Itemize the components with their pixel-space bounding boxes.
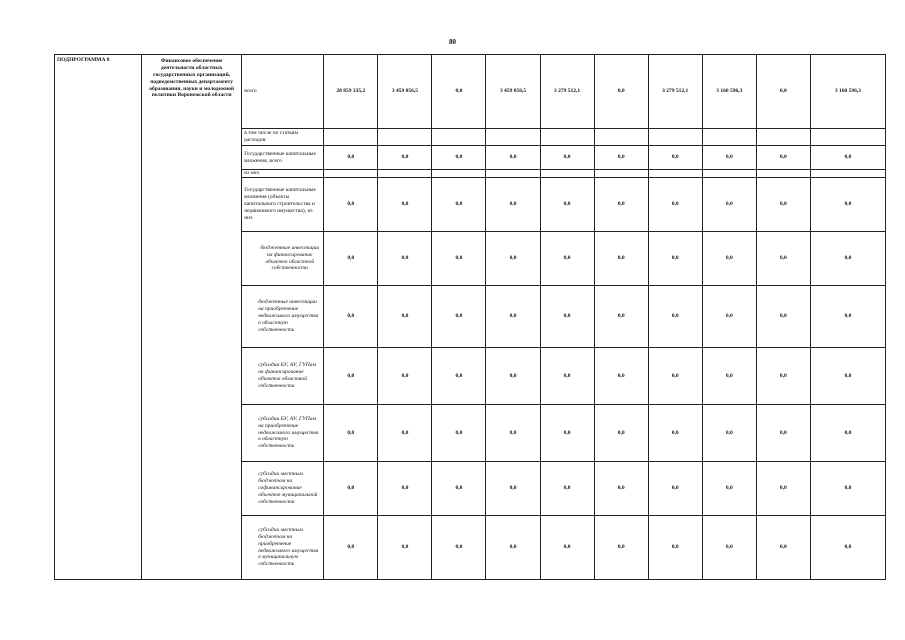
value-cell: 0,0 [756,516,810,580]
value-cell: 0,0 [648,516,702,580]
value-cell: 3 279 512,1 [540,55,594,129]
value-cell: 0,0 [486,516,540,580]
value-cell: 0,0 [540,405,594,462]
value-cell [540,129,594,146]
value-cell [756,170,810,178]
value-cell: 0,0 [486,146,540,170]
row-label: субсидии БУ, АУ, ГУПам на приобретение недвижимого имущества в областную собственность [242,405,324,462]
value-cell: 0,0 [378,516,432,580]
value-cell [648,170,702,178]
value-cell: 0,0 [594,178,648,232]
value-cell: 0,0 [324,178,378,232]
row-label: Государственные капитальные вложения (объекты капитального строительства и недвижимого имущества), из них [242,178,324,232]
row-label: из них [242,170,324,178]
value-cell: 0,0 [756,348,810,405]
value-cell: 0,0 [810,286,885,348]
value-cell: 0,0 [810,232,885,286]
row-label: субсидии местным бюджетам на софинансирование объектов муниципальной собственности [242,462,324,516]
value-cell: 0,0 [486,405,540,462]
value-cell: 0,0 [378,178,432,232]
value-cell [756,129,810,146]
value-cell: 0,0 [432,405,486,462]
value-cell: 0,0 [810,516,885,580]
value-cell [378,170,432,178]
value-cell [648,129,702,146]
budget-table [54,54,886,580]
row-label: бюджетные инвестиции на финансирование объектов областной собственности [242,232,324,286]
value-cell: 0,0 [432,55,486,129]
value-cell [810,129,885,146]
value-cell: 0,0 [810,178,885,232]
value-cell: 0,0 [540,348,594,405]
value-cell [432,170,486,178]
value-cell: 0,0 [378,405,432,462]
value-cell: 0,0 [756,405,810,462]
page-number: 80 [449,38,456,46]
value-cell: 0,0 [810,462,885,516]
value-cell: 0,0 [540,146,594,170]
value-cell: 0,0 [756,462,810,516]
value-cell [486,129,540,146]
value-cell: 0,0 [486,348,540,405]
table-row [55,55,886,129]
value-cell [594,170,648,178]
value-cell: 0,0 [378,462,432,516]
value-cell: 0,0 [702,405,756,462]
value-cell: 0,0 [432,516,486,580]
value-cell: 0,0 [486,178,540,232]
value-cell: 28 859 335,2 [324,55,378,129]
value-cell: 0,0 [378,232,432,286]
value-cell: 0,0 [540,462,594,516]
value-cell: 0,0 [432,348,486,405]
value-cell [540,170,594,178]
value-cell: 3 459 056,5 [486,55,540,129]
row-label: субсидии местным бюджетам на приобретение недвижимого имущества в муниципальную собственность [242,516,324,580]
value-cell: 0,0 [594,405,648,462]
value-cell: 0,0 [756,178,810,232]
row-label: субсидии БУ, АУ, ГУПам на финансирование объектов областной собственности [242,348,324,405]
value-cell [324,129,378,146]
value-cell: 0,0 [756,286,810,348]
value-cell: 0,0 [378,348,432,405]
value-cell: 3 160 596,3 [810,55,885,129]
value-cell: 0,0 [648,462,702,516]
value-cell: 3 160 596,3 [702,55,756,129]
value-cell [702,170,756,178]
value-cell [378,129,432,146]
value-cell [810,170,885,178]
value-cell: 0,0 [594,146,648,170]
value-cell: 0,0 [702,178,756,232]
value-cell: 0,0 [810,405,885,462]
program-description: Финансовое обеспечение деятельности областных государственных организаций, подведомственных департаменту образования, науки и молодежной политики Воронежской области [142,55,242,580]
value-cell: 0,0 [432,286,486,348]
value-cell: 0,0 [702,286,756,348]
value-cell: 0,0 [540,232,594,286]
value-cell: 0,0 [432,462,486,516]
row-label: в том числе по статьям расходов: [242,129,324,146]
value-cell: 0,0 [540,516,594,580]
value-cell: 0,0 [702,516,756,580]
value-cell [432,129,486,146]
value-cell: 0,0 [594,516,648,580]
value-cell: 0,0 [594,462,648,516]
value-cell: 0,0 [486,286,540,348]
value-cell: 0,0 [486,232,540,286]
value-cell: 0,0 [324,286,378,348]
value-cell: 0,0 [594,286,648,348]
value-cell: 0,0 [324,232,378,286]
value-cell: 0,0 [324,405,378,462]
value-cell [594,129,648,146]
value-cell: 0,0 [648,348,702,405]
value-cell: 0,0 [702,146,756,170]
value-cell: 0,0 [648,286,702,348]
value-cell: 0,0 [432,232,486,286]
value-cell: 0,0 [324,462,378,516]
value-cell: 0,0 [756,232,810,286]
value-cell [324,170,378,178]
value-cell: 0,0 [486,462,540,516]
row-label: Государственные капитальные вложения, всего [242,146,324,170]
row-label: бюджетные инвестиции на приобретение недвижимого имущества в областную собственность [242,286,324,348]
value-cell: 0,0 [702,348,756,405]
row-label: всего [242,55,324,129]
value-cell: 0,0 [702,462,756,516]
value-cell: 0,0 [648,405,702,462]
value-cell: 0,0 [432,178,486,232]
value-cell: 0,0 [594,55,648,129]
value-cell: 0,0 [540,178,594,232]
value-cell: 0,0 [594,348,648,405]
value-cell: 0,0 [810,146,885,170]
value-cell: 0,0 [648,178,702,232]
program-label: ПОДПРОГРАММА 8 [55,55,142,580]
value-cell: 0,0 [432,146,486,170]
value-cell: 0,0 [324,146,378,170]
value-cell: 0,0 [756,146,810,170]
value-cell: 0,0 [378,286,432,348]
value-cell: 0,0 [756,55,810,129]
value-cell: 3 279 512,1 [648,55,702,129]
value-cell: 0,0 [594,232,648,286]
value-cell [702,129,756,146]
value-cell: 0,0 [378,146,432,170]
value-cell: 0,0 [810,348,885,405]
value-cell: 0,0 [540,286,594,348]
value-cell: 0,0 [324,348,378,405]
value-cell: 0,0 [324,516,378,580]
value-cell: 0,0 [648,232,702,286]
value-cell: 0,0 [648,146,702,170]
value-cell: 3 459 056,5 [378,55,432,129]
value-cell: 0,0 [702,232,756,286]
value-cell [486,170,540,178]
